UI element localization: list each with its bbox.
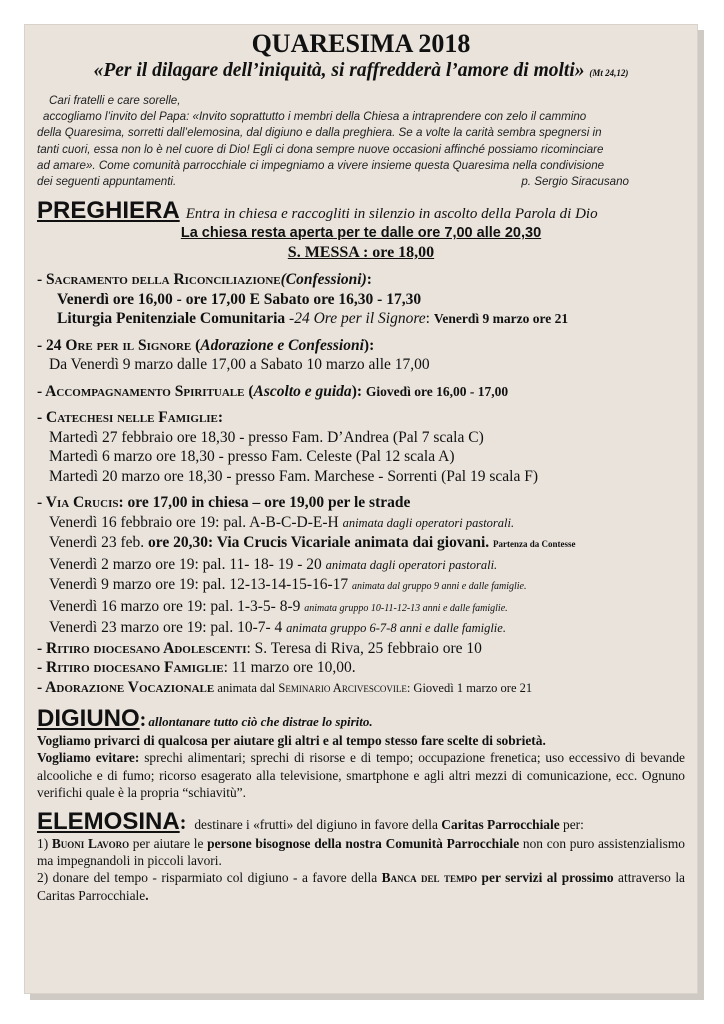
elemosina-paragraph-2: 2) donare del tempo - risparmiato col digiuno - a favore della Banca del tempo per servizi al prossimo attraverso la Caritas Parrocchiale. xyxy=(37,870,685,903)
letter-line: della Quaresima, sorretti dall’elemosina, dal digiuno e dalla preghiera. Se a volte la carità sembra spegnersi in xyxy=(37,126,602,140)
catechesi-line: Martedì 27 febbraio ore 18,30 - presso Fam. D’Andrea (Pal 7 scala C) xyxy=(49,428,484,446)
ore24-time: Da Venerdì 9 marzo dalle 17,00 a Sabato 10 marzo alle 17,00 xyxy=(49,356,430,374)
digiuno-paragraph-2: Vogliamo evitare: sprechi alimentari; sprechi di risorse e di tempo; occupazione frenetica; uso eccessivo di bevande alcooliche e di fumo; ricorso esagerato alla televisione, smartphone e agli altri mezzi di comunicazione, ecc. Ognuno verifichi quale è la propria “schiavitù”. xyxy=(37,750,685,800)
page-title: QUARESIMA 2018 xyxy=(251,29,471,58)
accompagnamento-line: - Accompagnamento Spirituale (Ascolto e guida): Giovedì ore 16,00 - 17,00 xyxy=(37,382,509,400)
quote-text: «Per il dilagare dell’iniquità, si raffredderà l’amore di molti» xyxy=(93,60,585,81)
page-quote xyxy=(37,59,685,85)
via-crucis-line: Venerdì 23 feb. ore 20,30: Via Crucis Vicariale animata dai giovani. Partenza da Contesse xyxy=(49,534,576,552)
preghiera-description: Entra in chiesa e raccogliti in silenzio in ascolto della Parola di Dio xyxy=(185,206,598,223)
via-crucis-line: Venerdì 2 marzo ore 19: pal. 11- 18- 19 - 20 animata dagli operatori pastorali. xyxy=(49,555,498,573)
flyer-content xyxy=(25,25,697,904)
letter-line: accogliamo l’invito del Papa: «Invito soprattutto i membri della Chiesa a intraprendere con zelo il cammino xyxy=(43,110,587,124)
preghiera-heading: PREGHIERA xyxy=(37,197,180,225)
via-crucis-line: Venerdì 23 marzo ore 19: pal. 10-7- 4 animata gruppo 6-7-8 anni e dalle famiglie. xyxy=(49,619,506,637)
letter-line: tanti cuori, essa non lo è nel cuore di Dio! Egli ci dona sempre nuove occasioni affinché possiamo ricominciare xyxy=(37,142,604,156)
preghiera-heading-row xyxy=(37,198,685,224)
adorazione-vocazionale: - Adorazione Vocazionale animata dal Seminario Arcivescovile: Giovedì 1 marzo ore 21 xyxy=(37,678,533,696)
via-crucis-line: Venerdì 16 febbraio ore 19: pal. A-B-C-D-E-H animata dagli operatori pastorali. xyxy=(49,513,515,531)
ritiro-famiglie: - Ritiro diocesano Famiglie: 11 marzo ore 10,00. xyxy=(37,659,356,677)
quote-reference: (Mt 24,12) xyxy=(589,68,629,78)
pastor-letter xyxy=(37,93,685,190)
letter-line: ad amare». Come comunità parrocchiale ci impegniamo a vivere insieme questa Quaresima nella condivisione xyxy=(37,158,605,172)
riconciliazione-times: Venerdì ore 16,00 - ore 17,00 E Sabato ore 16,30 - 17,30 xyxy=(57,290,422,308)
elemosina-heading: ELEMOSINA xyxy=(37,808,180,836)
flyer-sheet xyxy=(24,24,698,994)
elemosina-description: destinare i «frutti» del digiuno in favore della Caritas Parrocchiale per: xyxy=(194,817,584,833)
digiuno-paragraph-1: Vogliamo privarci di qualcosa per aiutare gli altri e al tempo stesso fare scelte di sobrietà. xyxy=(37,733,546,749)
mass-time: S. MESSA : ore 18,00 xyxy=(287,244,435,262)
via-crucis-title: - Via Crucis: ore 17,00 in chiesa – ore 19,00 per le strade xyxy=(37,494,411,512)
digiuno-description: allontanare tutto ciò che distrae lo spirito. xyxy=(148,714,373,730)
digiuno-heading: DIGIUNO xyxy=(37,705,140,733)
ritiro-adolescenti: - Ritiro diocesano Adolescenti: S. Teresa di Riva, 25 febbraio ore 10 xyxy=(37,639,482,657)
riconciliazione-title: - Sacramento della Riconciliazione(Confessioni): xyxy=(37,271,372,289)
church-open-hours: La chiesa resta aperta per te dalle ore 7,00 alle 20,30 xyxy=(180,225,542,242)
letter-greeting: Cari fratelli e care sorelle, xyxy=(49,94,181,107)
letter-last-line: dei seguenti appuntamenti. xyxy=(37,175,177,189)
via-crucis-line: Venerdì 9 marzo ore 19: pal. 12-13-14-15-16-17 animata dal gruppo 9 anni e dalle famiglie. xyxy=(49,576,527,594)
liturgia-penitenziale: Liturgia Penitenziale Comunitaria -24 Ore per il Signore: Venerdì 9 marzo ore 21 xyxy=(57,310,569,328)
catechesi-line: Martedì 20 marzo ore 18,30 - presso Fam. Marchese - Sorrenti (Pal 19 scala F) xyxy=(49,467,538,485)
catechesi-title: - Catechesi nelle Famiglie: xyxy=(37,409,224,427)
ore24-title: - 24 Ore per il Signore (Adorazione e Confessioni): xyxy=(37,336,375,354)
elemosina-heading-row: ELEMOSINA : destinare i «frutti» del digiuno in favore della Caritas Parrocchiale per: xyxy=(37,808,584,836)
via-crucis-line: Venerdì 16 marzo ore 19: pal. 1-3-5- 8-9 animata gruppo 10-11-12-13 anni e dalle famiglie. xyxy=(49,597,508,615)
letter-signature: p. Sergio Siracusano xyxy=(521,175,629,189)
catechesi-line: Martedì 6 marzo ore 18,30 - presso Fam. Celeste (Pal 12 scala A) xyxy=(49,448,455,466)
letter-closing xyxy=(37,174,685,190)
elemosina-paragraph-1: 1) Buoni Lavoro per aiutare le persone bisognose della nostra Comunità Parrocchiale non con puro assistenzialismo ma impegnandoli in piccoli lavori. xyxy=(37,836,685,869)
digiuno-heading-row: DIGIUNO : allontanare tutto ciò che distrae lo spirito. xyxy=(37,705,373,733)
